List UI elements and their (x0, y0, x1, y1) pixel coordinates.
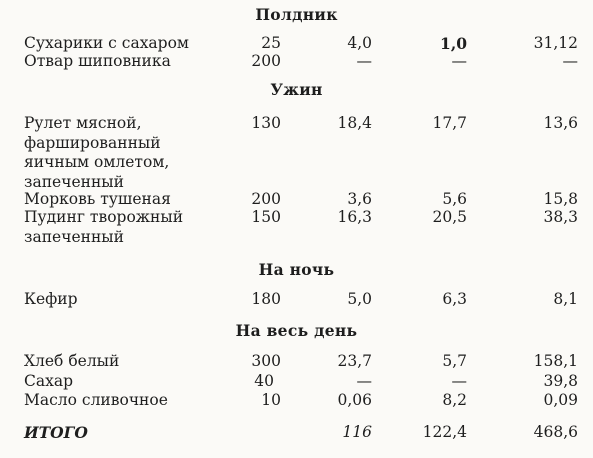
row-name-line: запеченный (24, 172, 124, 191)
row-name: Отвар шиповника (24, 52, 171, 70)
total-value-2: 116 (342, 423, 372, 441)
row-value-4: 8,1 (553, 290, 578, 308)
row-value-3: 20,5 (432, 208, 467, 226)
total-value-4: 468,6 (533, 423, 578, 441)
row-value-4: 31,12 (533, 34, 578, 52)
row-name: Масло сливочное (24, 391, 168, 409)
row-name-line: запеченный (24, 227, 124, 246)
row-name: Кефир (24, 290, 78, 308)
total-label: ИТОГО (24, 423, 88, 442)
row-amount: 10 (261, 391, 281, 409)
row-value-3: 5,6 (442, 190, 467, 208)
row-name-line: Пудинг творожный (24, 208, 184, 226)
row-name: Сахар (24, 372, 74, 390)
row-value-3: — (451, 372, 467, 390)
row-name: Морковь тушеная (24, 190, 171, 208)
section-afternoon-heading: Полдник (255, 5, 338, 24)
row-value-3: — (451, 52, 467, 70)
row-amount: 300 (251, 352, 281, 370)
row-value-3: 17,7 (432, 114, 467, 132)
row-name (24, 208, 249, 247)
row-value-4: 13,6 (543, 114, 578, 132)
row-amount: 130 (251, 114, 281, 132)
row-value-2: 18,4 (337, 114, 372, 132)
row-value-4: 0,09 (543, 391, 578, 409)
row-value-2: 3,6 (347, 190, 372, 208)
row-name (24, 114, 249, 192)
section-allday-heading: На весь день (235, 321, 358, 340)
row-value-2: 0,06 (337, 391, 372, 409)
row-value-2: 5,0 (347, 290, 372, 308)
row-amount: 40 (254, 372, 274, 390)
row-value-3: 6,3 (442, 290, 467, 308)
row-amount: 200 (251, 190, 281, 208)
row-name: Хлеб белый (24, 352, 120, 370)
section-night-heading: На ночь (258, 260, 335, 279)
row-name-line: яичным омлетом, (24, 153, 170, 171)
row-name: Сухарики с сахаром (24, 34, 189, 52)
row-value-2: 16,3 (337, 208, 372, 226)
row-value-2: 23,7 (337, 352, 372, 370)
row-name-line: Рулет мясной, (24, 114, 142, 132)
row-name-line: фаршированный (24, 133, 161, 152)
row-amount: 200 (251, 52, 281, 70)
total-value-3: 122,4 (422, 423, 467, 441)
row-value-4: — (562, 52, 578, 70)
row-value-3: 5,7 (442, 352, 467, 370)
row-value-3: 1,0 (440, 34, 467, 53)
row-amount: 180 (251, 290, 281, 308)
row-value-4: 39,8 (543, 372, 578, 390)
row-value-3: 8,2 (442, 391, 467, 409)
row-value-4: 15,8 (543, 190, 578, 208)
row-value-2: — (356, 52, 372, 70)
row-value-4: 38,3 (543, 208, 578, 226)
row-amount: 25 (261, 34, 281, 52)
row-value-4: 158,1 (533, 352, 578, 370)
row-amount: 150 (251, 208, 281, 226)
row-value-2: — (356, 372, 372, 390)
section-dinner-heading: Ужин (270, 80, 323, 99)
row-value-2: 4,0 (347, 34, 372, 52)
